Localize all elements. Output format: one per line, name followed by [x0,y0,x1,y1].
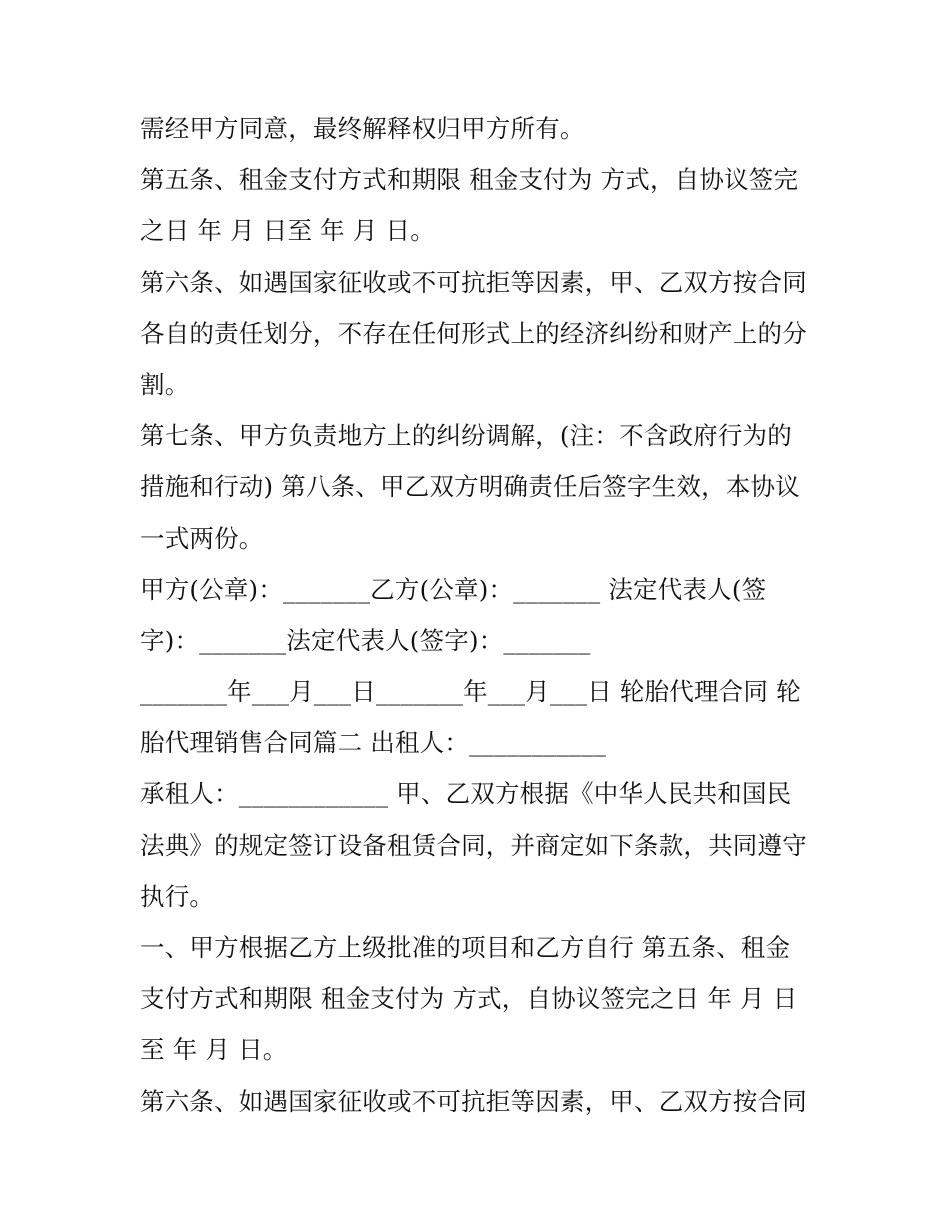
text-line: 一式两份。 [140,523,264,553]
text-line: 措施和行动) 第八条、甲乙双方明确责任后签字生效，本协议 [140,472,800,502]
text-line: 第六条、如遇国家征收或不可抗拒等因素，甲、乙双方按合同 [140,267,807,297]
text-line: 执行。 [140,881,215,911]
text-line: 甲方(公章)：_______乙方(公章)：_______ 法定代表人(签 [140,574,767,604]
text-line: 割。 [140,369,190,399]
text-line: 法典》的规定签订设备租赁合同，并商定如下条款，共同遵守 [140,830,807,860]
text-line: 一、甲方根据乙方上级批准的项目和乙方自行 第五条、租金 [140,933,791,962]
text-line: 第六条、如遇国家征收或不可抗拒等因素，甲、乙双方按合同 [140,1086,807,1116]
text-line: 字)：_______法定代表人(签字)：_______ [140,625,591,655]
text-line: 胎代理销售合同篇二 出租人：___________ [140,728,607,758]
text-line: 第七条、甲方负责地方上的纠纷调解，(注：不含政府行为的 [140,421,792,451]
text-line: 之日 年 月 日至 年 月 日。 [140,216,435,246]
text-line: 至 年 月 日。 [140,1035,288,1065]
text-line: 各自的责任划分，不存在任何形式上的经济纠纷和财产上的分 [140,318,807,348]
text-line: 支付方式和期限 租金支付为 方式，自协议签完之日 年 月 日 [140,984,798,1014]
text-line: 需经甲方同意，最终解释权归甲方所有。 [140,114,585,143]
text-line: 承租人：____________ 甲、乙双方根据《中华人民共和国民 [140,779,792,809]
document-body [140,103,830,1127]
text-line: _______年___月___日_______年___月___日 轮胎代理合同 轮 [140,677,801,707]
text-line: 第五条、租金支付方式和期限 租金支付为 方式，自协议签完 [140,165,799,195]
